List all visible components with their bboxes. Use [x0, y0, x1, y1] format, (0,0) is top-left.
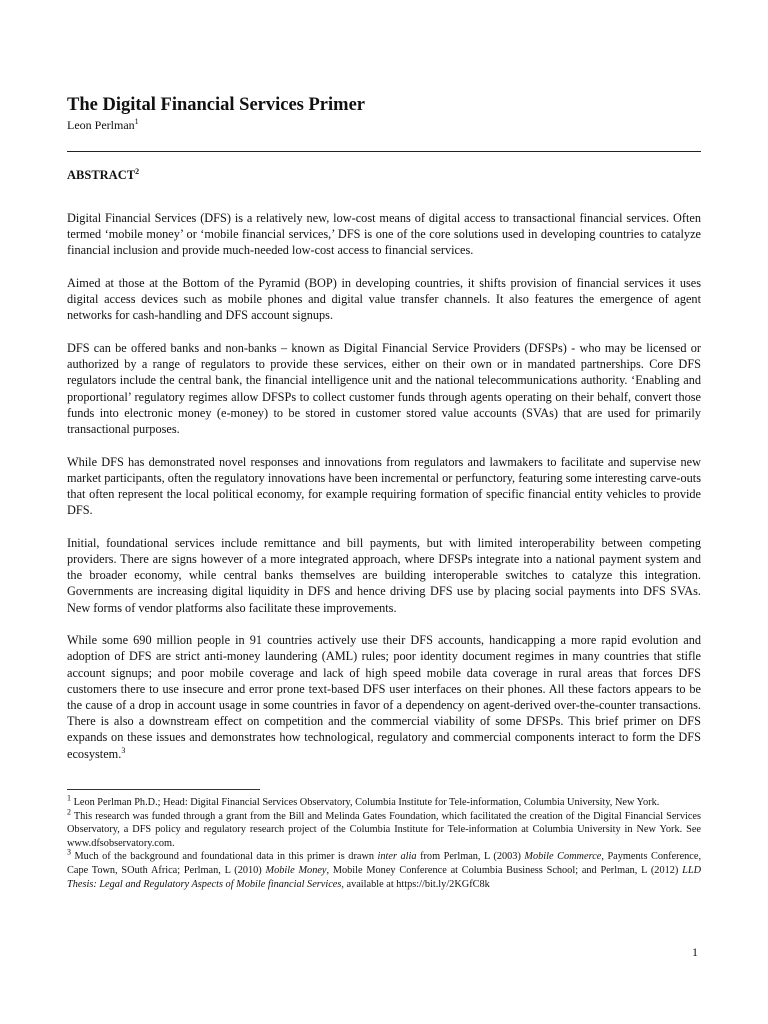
abstract-paragraph-6-text: While some 690 million people in 91 countries actively use their DFS accounts, handicapping a more rapid evolution and adoption of DFS are strict anti-money laundering (AML) rules; poor identity document regimes in many countries that stifle account signups; and poor mobile coverage and lack of high speed mobile data coverage in rural areas that forces DFS customers there to use insecure and error prone text-based DFS user interfaces on their phones. All these factors appears to be the cause of a drop in account usage in some countries in favor of a dependency on agent-derived over-the-counter transactions. There is also a downstream effect on competition and the commercial viability of some DFSPs. This brief primer on DFS expands on these issues and demonstrates how technological, regulatory and commercial components interact to form the DFS ecosystem.: [67, 633, 701, 761]
abstract-paragraph-4: While DFS has demonstrated novel responses and innovations from regulators and lawmakers to facilitate and supervise new market participants, often the regulatory innovations have been incremental or perfunctory, featuring some interesting carve-outs that often represent the local political economy, for example requiring formation of specific financial entity vehicles to provide DFS.: [67, 454, 701, 518]
footnote-3-text-d: , Mobile Money Conference at Columbia Business School; and Perlman, L (2012): [326, 864, 683, 876]
abstract-paragraph-5: Initial, foundational services include remittance and bill payments, but with limited interoperability between competing providers. There are signs however of a more integrated approach, where DFSPs integrate into a national payment system and the broader economy, while central banks themselves are building interoperable switches to catalyze this integration. Governments are increasing digital liquidity in DFS and hence driving DFS use by placing social payments into DFS SVAs. New forms of vendor platforms also facilitate these improvements.: [67, 535, 701, 615]
abstract-paragraph-2: Aimed at those at the Bottom of the Pyramid (BOP) in developing countries, it shifts provision of financial services it uses digital access devices such as mobile phones and digital value transfer channels. It also features the emergence of agent networks for cash-handling and DFS account signups.: [67, 276, 701, 323]
abstract-footnote-mark-3[interactable]: 3: [121, 745, 126, 755]
footnote-divider: [67, 789, 260, 790]
footnote-1-mark: 1: [67, 793, 71, 803]
footnote-2-mark: 2: [67, 807, 71, 817]
footnote-3-italic-c: Mobile Money: [265, 864, 327, 876]
abstract-paragraph-1: Digital Financial Services (DFS) is a relatively new, low-cost means of digital access to transactional financial services. Often termed ‘mobile money’ or ‘mobile financial services,’ DFS is one of the core solutions used in developing countries to catalyze financial inclusion and provide much-needed low-cost access to financial services.: [67, 211, 701, 258]
footnote-3-text-a: Much of the background and foundational data in this primer is drawn: [74, 851, 378, 863]
footnote-2-text: This research was funded through a grant from the Bill and Melinda Gates Foundation, which facilitated the creation of the Digital Financial Services Observatory, a DFS policy and regulatory research project of the Columbia Institute for Tele-information at Columbia University in New York. See www.dfsobservatory.com.: [67, 810, 701, 849]
paper-title: The Digital Financial Services Primer: [67, 95, 365, 115]
abstract-footnote-mark[interactable]: 2: [135, 166, 140, 176]
abstract-paragraph-3: DFS can be offered banks and non-banks – known as Digital Financial Service Providers (DFSPs) - who may be licensed or authorized by a range of regulators to provide these services, either on their own or in mandated partnerships. Core DFS regulators include the central bank, the financial intelligence unit and the national telecommunications authority. ‘Enabling and proportional’ regulatory regimes allow DFSPs to collect customer funds through agents operating on their behalf, convert those funds into electronic money (e-money) to be stored in customer stored value accounts (SVAs) that are used for primarily transactional purposes.: [67, 341, 701, 437]
footnote-3-italic-a: inter alia: [377, 851, 417, 863]
footnote-3-mark: 3: [67, 847, 71, 857]
abstract-heading: [67, 167, 139, 183]
author-name: Leon Perlman: [67, 118, 135, 132]
footnote-3-text-b: from Perlman, L (2003): [416, 851, 525, 863]
author-footnote-mark[interactable]: 1: [134, 117, 139, 126]
footnotes: [67, 793, 702, 891]
footnote-1-text: Leon Perlman Ph.D.; Head: Digital Financial Services Observatory, Columbia Institute for Tele-information, Columbia University, New York.: [73, 797, 660, 808]
abstract-heading-text: ABSTRACT: [67, 168, 136, 182]
footnote-3-italic-b: Mobile Commerce: [524, 851, 602, 863]
author-line: [67, 118, 139, 133]
footnote-3-italic-d: LLD Thesis: Legal and Regulatory Aspects of Mobile financial Services,: [67, 864, 701, 890]
title-divider: [67, 151, 701, 152]
footnote-3-link-text[interactable]: available at https://bit.ly/2KGfC8k: [343, 878, 490, 890]
abstract-body: [67, 210, 701, 778]
page-number: 1: [692, 945, 698, 959]
abstract-paragraph-6: [67, 632, 701, 762]
footnote-1: [67, 793, 701, 810]
footnote-3: [67, 847, 702, 891]
footnote-3-text-c: , Payments Conference, Cape Town, SOuth Africa; Perlman, L (2010): [67, 851, 702, 876]
footnote-2: [67, 807, 701, 851]
